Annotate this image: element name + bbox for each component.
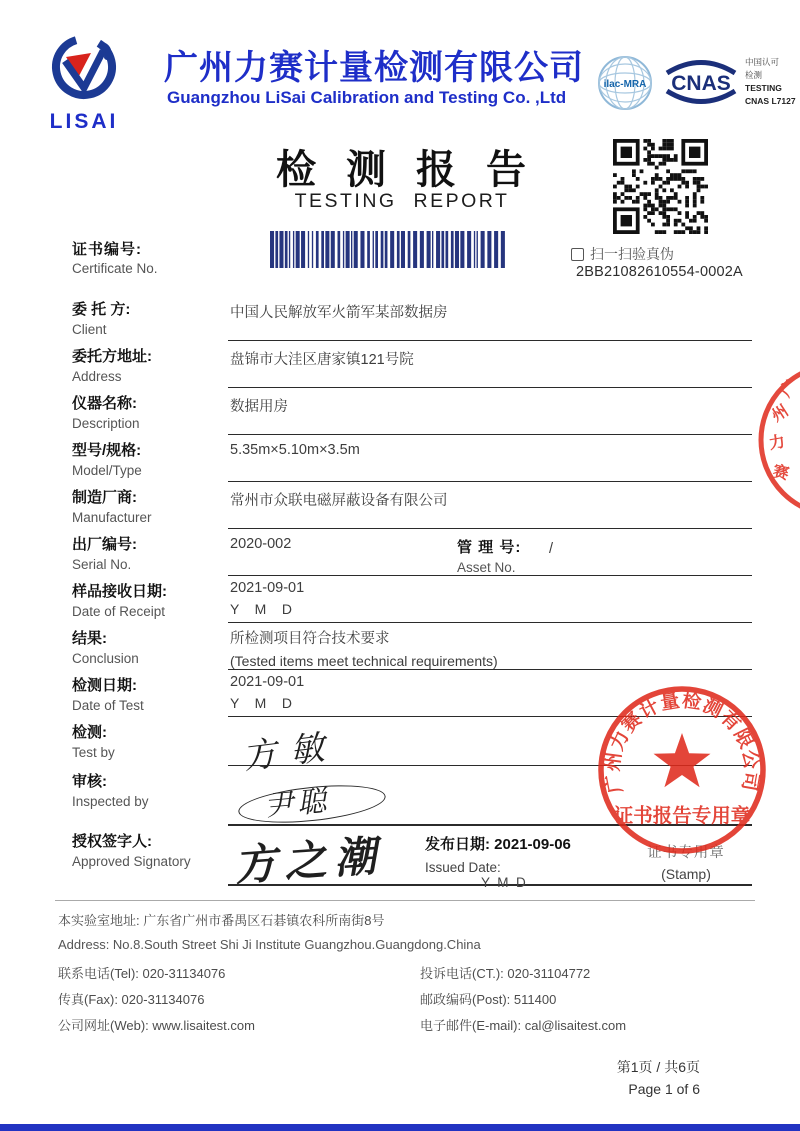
report-title-cn: 检测报告	[276, 148, 556, 192]
field-row-model	[72, 435, 752, 482]
field-row-test-date	[72, 670, 752, 717]
issued-date-value: 2021-09-06	[494, 836, 571, 853]
stamp-placeholder	[620, 826, 752, 884]
certificate-number: 2BB21082610554-0002A	[576, 264, 743, 280]
ilac-mra-globe-icon	[596, 54, 654, 112]
field-row-serial	[72, 529, 752, 576]
field-value: 2021-09-01 Y M D	[228, 670, 752, 717]
field-label-en: Inspected by	[72, 794, 149, 809]
stamp-label-en: (Stamp)	[661, 866, 711, 882]
accreditation-line: TESTING	[745, 83, 782, 93]
ilac-mra-logo	[596, 54, 654, 117]
svg-text:广: 广	[777, 377, 800, 401]
certificate-label-cn: 证书编号:	[72, 241, 142, 258]
field-row-description	[72, 388, 752, 435]
svg-text:州: 州	[768, 402, 792, 426]
field-label-cn: 委托方地址:	[72, 348, 152, 365]
asset-value: /	[549, 541, 554, 557]
footer-complaint: 投诉电话(CT.): 020-31104772	[420, 966, 591, 981]
footer-postcode: 邮政编码(Post): 511400	[420, 992, 557, 1007]
asset-label-cn: 管 理 号:	[457, 539, 522, 556]
field-value	[228, 766, 752, 826]
field-value: 所检测项目符合技术要求 (Tested items meet technical requirements)	[228, 623, 752, 670]
cnas-logo	[662, 58, 740, 111]
field-label-en: Client	[72, 322, 107, 337]
issued-label-en: Issued Date:	[425, 860, 501, 875]
accreditation-line: 检测	[745, 70, 763, 80]
company-name-cn: 广州力赛计量检测有限公司	[164, 49, 584, 87]
lab-address-cn: 本实验室地址: 广东省广州市番禺区石碁镇农科所南街8号	[58, 913, 385, 928]
field-label-en: Model/Type	[72, 463, 142, 478]
field-value: 盘锦市大洼区唐家镇121号院	[228, 341, 752, 388]
field-label-cn: 出厂编号:	[72, 536, 137, 553]
scan-hint: 扫一扫验真伪	[590, 246, 674, 262]
field-value: 中国人民解放军火箭军某部数据房	[228, 294, 752, 341]
lisai-logo-icon	[45, 31, 123, 107]
field-label-en: Test by	[72, 745, 115, 760]
fields-table	[72, 294, 752, 891]
field-label-en: Manufacturer	[72, 510, 152, 525]
field-label-cn: 检测日期:	[72, 677, 137, 694]
field-label-en: Approved Signatory	[72, 854, 191, 869]
footer-website: 公司网址(Web): www.lisaitest.com	[58, 1018, 255, 1033]
footer-email: 电子邮件(E-mail): cal@lisaitest.com	[420, 1018, 627, 1033]
page-number-cn: 第1页 / 共6页	[616, 1059, 700, 1075]
field-row-manufacturer	[72, 482, 752, 529]
lab-address-en: Address: No.8.South Street Shi Ji Institute Guangzhou.Guangdong.China	[58, 937, 481, 952]
field-row-client	[72, 294, 752, 341]
field-label-cn: 型号/规格:	[72, 442, 142, 459]
lisai-logo	[44, 31, 124, 134]
field-row-approved-signatory	[72, 826, 752, 891]
logo-wordmark: LISAI	[49, 110, 119, 133]
accreditation-line: 中国认可	[745, 57, 780, 67]
field-label-cn: 样品接收日期:	[72, 583, 167, 600]
field-label-en: Date of Receipt	[72, 604, 166, 619]
page-number	[617, 1056, 700, 1100]
field-label-cn: 检测:	[72, 724, 107, 741]
footer-fax: 传真(Fax): 020-31134076	[58, 992, 205, 1007]
scan-checkbox-icon	[571, 248, 584, 261]
field-value: 2021-09-01 Y M D	[228, 576, 752, 623]
asset-label-en: Asset No.	[457, 560, 516, 575]
footer-tel: 联系电话(Tel): 020-31134076	[58, 966, 226, 981]
cnas-logo-icon	[662, 58, 740, 106]
field-label-en: Date of Test	[72, 698, 144, 713]
field-label-en: Conclusion	[72, 651, 139, 666]
field-row-conclusion	[72, 623, 752, 670]
bottom-accent-bar	[0, 1124, 800, 1131]
field-label-cn: 委 托 方:	[72, 301, 131, 318]
field-row-address	[72, 341, 752, 388]
field-label-en: Address	[72, 369, 122, 384]
seal-ring-text: 广州力赛计量检测有限公司	[602, 690, 762, 795]
field-label-cn: 制造厂商:	[72, 489, 137, 506]
svg-text:力: 力	[767, 433, 787, 453]
svg-text:赛: 赛	[771, 463, 791, 484]
report-title-en: TESTING REPORT	[294, 190, 510, 212]
field-value: 5.35m×5.10m×3.5m	[228, 435, 752, 482]
signature-test-by: 方敏	[240, 726, 341, 778]
footer-divider	[55, 900, 755, 901]
cnas-label: CNAS	[671, 72, 731, 95]
issued-ymd: Y M D	[481, 875, 526, 890]
issued-label-cn: 发布日期:	[425, 836, 490, 853]
seal-bottom-text: 证书报告专用章	[613, 805, 751, 827]
field-label-en: Description	[72, 416, 140, 431]
accreditation-text	[745, 56, 796, 108]
field-value: 常州市众联电磁屏蔽设备有限公司	[228, 482, 752, 529]
field-value: 数据用房	[228, 388, 752, 435]
partial-seal-icon	[761, 365, 800, 515]
certificate-barcode	[270, 231, 506, 268]
company-name-en: Guangzhou LiSai Calibration and Testing Co. ,Ltd	[167, 88, 567, 107]
issued-date-block	[425, 826, 620, 890]
field-label-cn: 结果:	[72, 630, 107, 647]
field-label-cn: 审核:	[72, 773, 107, 790]
field-label-en: Serial No.	[72, 557, 132, 572]
certificate-label-en: Certificate No.	[72, 261, 158, 276]
field-value: 2020-002 管 理 号: Asset No. /	[228, 529, 752, 576]
field-value	[228, 826, 752, 891]
field-label-cn: 仪器名称:	[72, 395, 137, 412]
signature-inspected-by: 尹聪	[262, 783, 332, 823]
accreditation-line: CNAS L7127	[745, 96, 796, 106]
qr-code	[613, 139, 708, 234]
field-row-receipt-date	[72, 576, 752, 623]
ilac-mra-label: ilac-MRA	[603, 79, 647, 90]
signature-approved: 方之潮	[232, 830, 386, 891]
field-row-inspected-by	[72, 766, 752, 826]
stamp-label-cn: 证书专用章	[647, 845, 725, 861]
field-label-cn: 授权签字人:	[72, 833, 152, 850]
page-number-en: Page 1 of 6	[628, 1081, 700, 1097]
